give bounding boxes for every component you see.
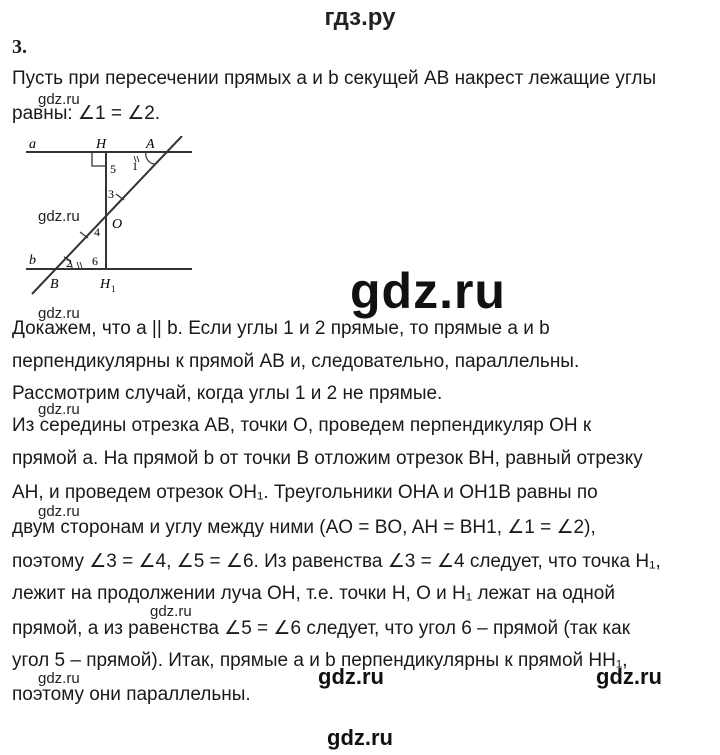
angle-arc-1 xyxy=(146,152,154,164)
arc-tick xyxy=(80,262,82,268)
label-angle-6: 6 xyxy=(92,254,98,268)
text-line-12: прямой, а из равенства ∠5 = ∠6 следует, что угол 6 – прямой (так как xyxy=(12,618,631,639)
arc-tick xyxy=(77,262,79,268)
watermark-small: gdz.ru xyxy=(38,670,80,687)
right-angle-mark xyxy=(92,152,106,166)
label-point-b: B xyxy=(50,277,59,292)
label-angle-5: 5 xyxy=(110,162,116,176)
footer-watermark: gdz.ru xyxy=(327,725,393,750)
watermark-small: gdz.ru xyxy=(150,603,192,620)
text-line-10: поэтому ∠3 = ∠4, ∠5 = ∠6. Из равенства ∠3 = ∠4 следует, что точка H₁, xyxy=(12,551,661,572)
text-line-6: Из середины отрезка AB, точки O, проведем перпендикуляр OH к xyxy=(12,415,592,436)
site-title: гдз.ру xyxy=(324,4,396,31)
text-line-7: прямой a. На прямой b от точки B отложим отрезок BH, равный отрезку xyxy=(12,448,643,469)
watermark-mid: gdz.ru xyxy=(596,664,662,689)
text-line-9: двум сторонам и углу между ними (AO = BO, AH = BH1, ∠1 = ∠2), xyxy=(12,517,596,538)
watermark-small: gdz.ru xyxy=(38,91,80,108)
label-line-b: b xyxy=(29,253,36,268)
watermark-small: gdz.ru xyxy=(38,401,80,418)
label-point-a: A xyxy=(146,137,155,152)
task-number: 3. xyxy=(12,36,27,58)
watermark-small: gdz.ru xyxy=(38,208,80,225)
text-line-2: равны: ∠1 = ∠2. xyxy=(12,103,161,124)
watermark-small: gdz.ru xyxy=(38,503,80,520)
watermark-mid: gdz.ru xyxy=(318,664,384,689)
text-line-4: перпендикулярны к прямой AB и, следовательно, параллельны. xyxy=(12,351,580,372)
text-line-13: угол 5 – прямой). Итак, прямые a и b перпендикулярны к прямой HH₁, xyxy=(12,650,628,671)
label-point-h1: H xyxy=(100,277,111,292)
text-line-1: Пусть при пересечении прямых a и b секущей AB накрест лежащие углы xyxy=(12,68,657,89)
text-line-11: лежит на продолжении луча OH, т.е. точки H, O и H₁ лежат на одной xyxy=(12,583,615,604)
text-line-14: поэтому они параллельны. xyxy=(12,684,251,705)
label-point-o: O xyxy=(112,217,123,232)
text-line-5: Рассмотрим случай, когда углы 1 и 2 не прямые. xyxy=(12,383,443,404)
text-line-8: AH, и проведем отрезок OH₁. Треугольники OHA и OH1B равны по xyxy=(12,482,598,503)
watermark-big: gdz.ru xyxy=(350,263,506,319)
watermark-small: gdz.ru xyxy=(38,305,80,322)
label-angle-1: 1 xyxy=(132,159,138,173)
label-point-h: H xyxy=(96,137,107,152)
label-angle-3: 3 xyxy=(108,187,114,201)
label-line-a: a xyxy=(29,137,36,152)
label-angle-2: 2 xyxy=(66,256,72,270)
label-angle-4: 4 xyxy=(94,225,100,239)
label-subscript-1: 1 xyxy=(111,284,116,294)
text-line-3: Докажем, что a || b. Если углы 1 и 2 прямые, то прямые a и b xyxy=(12,318,550,339)
